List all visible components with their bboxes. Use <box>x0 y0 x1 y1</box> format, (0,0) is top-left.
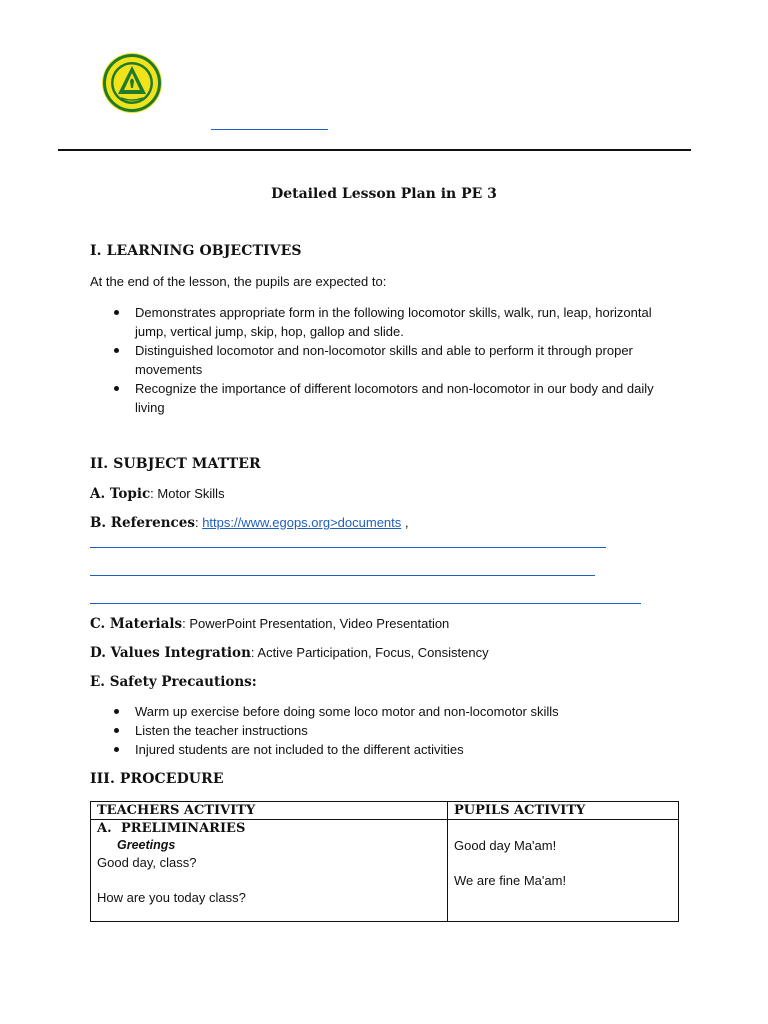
references-label: B. References <box>90 515 195 531</box>
teacher-line: Good day, class? <box>97 855 197 870</box>
pupil-line: We are fine Ma'am! <box>454 873 567 888</box>
safety-precautions-label: E. Safety Precautions: <box>90 674 257 690</box>
school-seal-logo <box>101 52 163 114</box>
section-heading-subject-matter: II. SUBJECT MATTER <box>90 456 261 472</box>
pupil-activity-cell <box>448 820 679 922</box>
reference-link-line[interactable] <box>90 547 606 548</box>
section-heading-procedure: III. PROCEDURE <box>90 771 224 787</box>
values-integration-label: D. Values Integration <box>90 645 251 661</box>
preliminaries-heading <box>97 820 441 837</box>
topic-value: : Motor Skills <box>150 486 225 501</box>
column-header-teacher: TEACHERS ACTIVITY <box>91 802 448 820</box>
teacher-activity-cell <box>91 820 448 922</box>
header-link-underline <box>211 129 328 130</box>
teacher-line: How are you today class? <box>97 890 246 905</box>
list-item: Demonstrates appropriate form in the following locomotor skills, walk, run, leap, horizontal jump, vertical jump, skip, hop, gallop and slide. <box>90 303 665 341</box>
values-integration-line <box>90 645 489 661</box>
reference-link-line[interactable] <box>90 603 641 604</box>
materials-label: C. Materials <box>90 616 183 632</box>
references-trail: , <box>401 515 409 530</box>
materials-line <box>90 616 449 632</box>
materials-value: : PowerPoint Presentation, Video Presentation <box>182 616 450 631</box>
section-number: A. <box>97 821 112 836</box>
section-heading-objectives: I. LEARNING OBJECTIVES <box>90 243 302 259</box>
objectives-intro: At the end of the lesson, the pupils are expected to: <box>90 274 387 289</box>
list-item: Distinguished locomotor and non-locomotor skills and able to perform it through proper movements <box>90 341 665 379</box>
references-line <box>90 515 409 531</box>
topic-label: A. Topic <box>90 486 151 502</box>
safety-list <box>90 702 665 759</box>
topic-line <box>90 486 225 502</box>
safety-precautions-line <box>90 674 257 690</box>
objectives-list <box>90 303 665 417</box>
header-divider <box>58 149 691 151</box>
pupil-line: Good day Ma'am! <box>454 838 557 853</box>
reference-link[interactable]: https://www.egops.org>documents <box>202 515 402 530</box>
document-title: Detailed Lesson Plan in PE 3 <box>271 186 497 202</box>
section-title: PRELIMINARIES <box>121 821 246 836</box>
reference-link-line[interactable] <box>90 575 595 576</box>
list-item: Injured students are not included to the different activities <box>90 740 665 759</box>
values-integration-value: : Active Participation, Focus, Consistency <box>250 645 489 660</box>
column-header-pupils: PUPILS ACTIVITY <box>448 802 679 820</box>
list-item: Recognize the importance of different locomotors and non-locomotor in our body and daily living <box>90 379 665 417</box>
references-separator: : <box>194 515 203 530</box>
list-item: Warm up exercise before doing some loco motor and non-locomotor skills <box>90 702 665 721</box>
list-item: Listen the teacher instructions <box>90 721 665 740</box>
procedure-table <box>90 801 679 922</box>
greetings-subheading: Greetings <box>117 838 176 852</box>
table-header-row <box>91 802 679 820</box>
table-row <box>91 820 679 922</box>
